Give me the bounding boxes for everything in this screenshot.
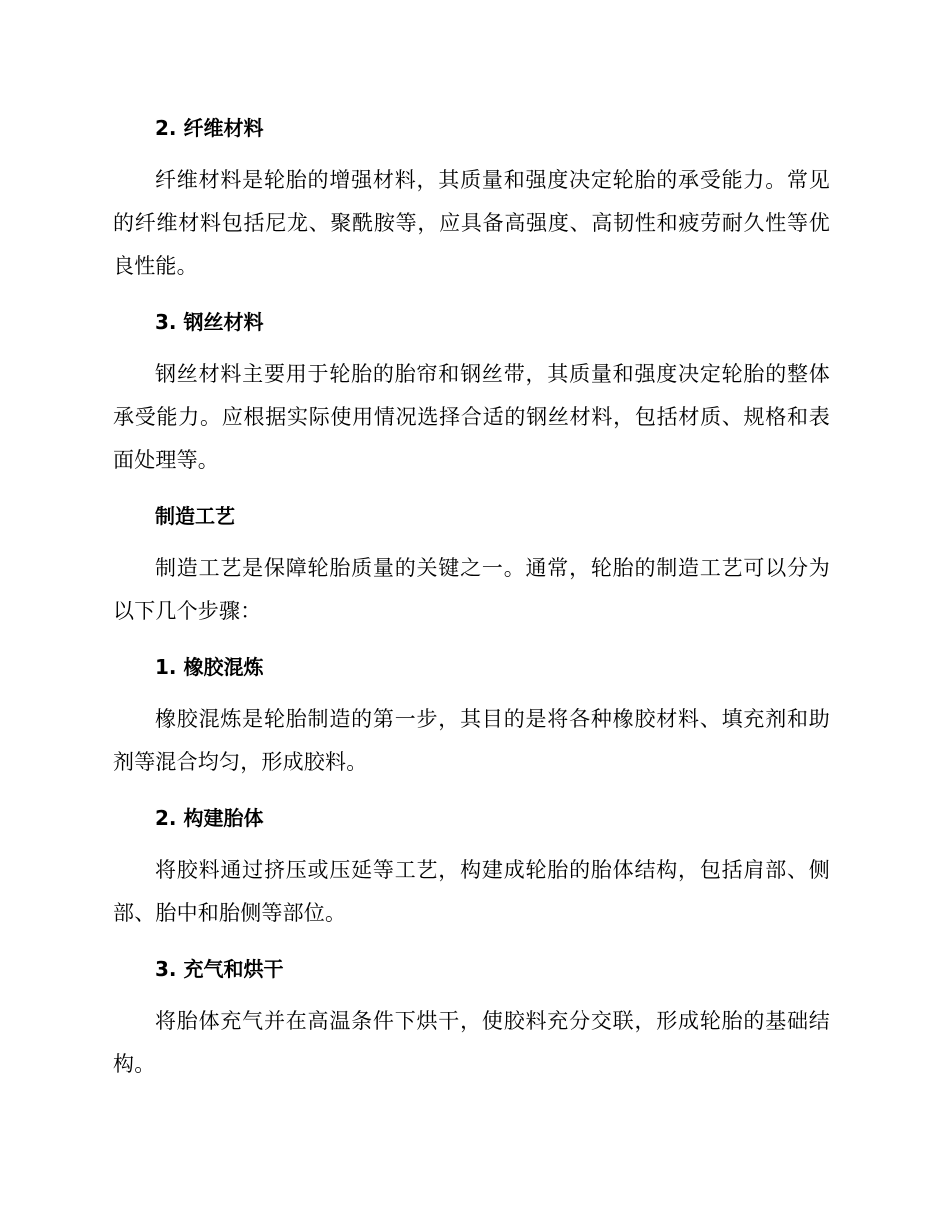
section-heading-steel-wire-material: 3. 钢丝材料 — [155, 310, 264, 334]
section-body-rubber-mixing: 橡胶混炼是轮胎制造的第一步，其目的是将各种橡胶材料、填充剂和助剂等混合均匀，形成胶料。 — [113, 707, 830, 774]
section-body-carcass-building: 将胶料通过挤压或压延等工艺，构建成轮胎的胎体结构，包括肩部、侧部、胎中和胎侧等部位。 — [113, 858, 830, 925]
section-heading-fiber-material: 2. 纤维材料 — [155, 116, 264, 140]
document-content — [113, 110, 830, 1086]
section-heading-carcass-building: 2. 构建胎体 — [155, 806, 264, 830]
section-heading-manufacturing-process: 制造工艺 — [155, 504, 235, 528]
section-body-steel-wire-material: 钢丝材料主要用于轮胎的胎帘和钢丝带，其质量和强度决定轮胎的整体承受能力。应根据实际使用情况选择合适的钢丝材料，包括材质、规格和表面处理等。 — [113, 362, 830, 472]
section-body-fiber-material: 纤维材料是轮胎的增强材料，其质量和强度决定轮胎的承受能力。常见的纤维材料包括尼龙、聚酰胺等，应具备高强度、高韧性和疲劳耐久性等优良性能。 — [113, 168, 830, 278]
section-heading-rubber-mixing: 1. 橡胶混炼 — [155, 655, 264, 679]
section-body-manufacturing-process: 制造工艺是保障轮胎质量的关键之一。通常，轮胎的制造工艺可以分为以下几个步骤： — [113, 556, 830, 623]
section-body-inflation-drying: 将胎体充气并在高温条件下烘干，使胶料充分交联，形成轮胎的基础结构。 — [113, 1009, 830, 1076]
section-heading-inflation-drying: 3. 充气和烘干 — [155, 957, 284, 981]
